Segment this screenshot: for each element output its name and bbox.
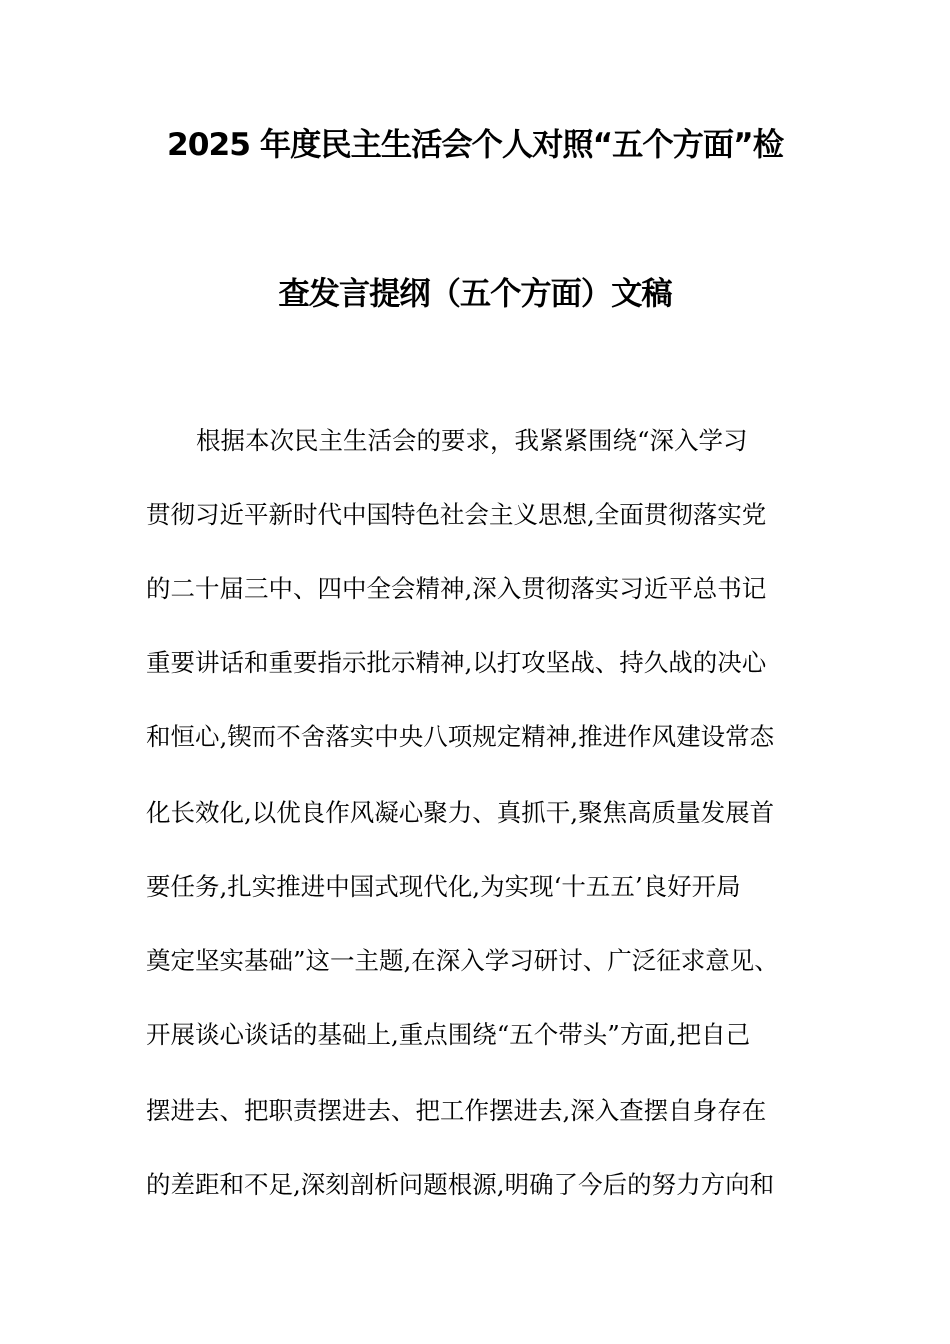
- body-line-4: 重要讲话和重要指示批示精神,以打攻坚战、持久战的决心: [146, 648, 767, 677]
- body-line-8: 奠定坚实基础”这一主题,在深入学习研讨、广泛征求意见、: [146, 946, 779, 975]
- body-line-9: 开展谈心谈话的基础上,重点围绕“五个带头”方面,把自己: [146, 1020, 751, 1049]
- body-line-2: 贯彻习近平新时代中国特色社会主义思想,全面贯彻落实党: [146, 500, 767, 529]
- body-line-7: 要任务,扎实推进中国式现代化,为实现‘十五五’良好开局: [146, 872, 741, 901]
- body-line-3: 的二十届三中、四中全会精神,深入贯彻落实习近平总书记: [146, 574, 767, 603]
- body-line-5: 和恒心,锲而不舍落实中央八项规定精神,推进作风建设常态: [146, 722, 775, 751]
- body-line-11: 的差距和不足,深刻剖析问题根源,明确了今后的努力方向和: [146, 1170, 775, 1199]
- document-title-line-1: 2025 年度民主生活会个人对照“五个方面”检: [167, 127, 783, 163]
- body-line-1: 根据本次民主生活会的要求，我紧紧围绕“深入学习: [196, 426, 748, 455]
- document-title-line-2: 查发言提纲（五个方面）文稿: [278, 276, 672, 312]
- body-line-6: 化长效化,以优良作风凝心聚力、真抓干,聚焦高质量发展首: [146, 798, 775, 827]
- body-line-10: 摆进去、把职责摆进去、把工作摆进去,深入查摆自身存在: [146, 1096, 767, 1125]
